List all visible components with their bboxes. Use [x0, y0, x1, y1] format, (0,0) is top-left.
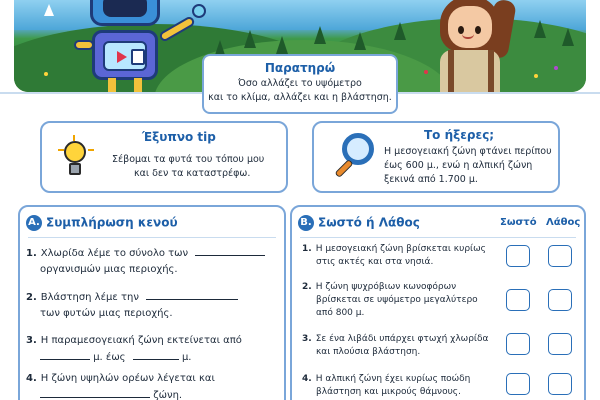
observe-box — [202, 54, 398, 114]
flower-icon — [554, 66, 558, 70]
girl-face — [448, 6, 492, 48]
tree-icon — [562, 28, 574, 46]
answer-blank[interactable] — [195, 245, 265, 256]
observe-line: και το κλίμα, αλλάζει και η βλάστηση. — [208, 92, 392, 103]
observe-title: Παρατηρώ — [264, 61, 336, 75]
eye — [458, 26, 464, 34]
sailboat-icon — [44, 4, 54, 16]
question-item: 2. Βλάστηση λέμε την των φυτών μιας περιοχής. — [26, 289, 284, 322]
question-item: 3. Η παραμεσογειακή ζώνη εκτείνεται από μ. έως μ. — [26, 335, 242, 363]
false-checkbox[interactable] — [548, 333, 572, 355]
did-you-know-card — [312, 121, 560, 193]
robot-mascot — [74, 0, 174, 92]
statement-item: 1. Η μεσογειακή ζώνη βρίσκεται κυρίως στις ακτές και στα νησιά. — [302, 244, 486, 267]
false-checkbox[interactable] — [548, 289, 572, 311]
flower-icon — [44, 72, 48, 76]
tree-icon — [394, 22, 406, 40]
section-badge: A. — [26, 215, 42, 231]
robot-arm — [74, 40, 94, 50]
question-item: 1. Χλωρίδα λέμε το σύνολο των οργανισμών μιας περιοχής. — [26, 245, 284, 278]
know-line: ξεκινά από 1.700 μ. — [384, 174, 478, 185]
answer-blank[interactable] — [40, 349, 90, 360]
section-a-title: Συμπλήρωση κενού — [46, 215, 178, 230]
robot-legs — [108, 78, 142, 92]
tree-icon — [314, 26, 326, 44]
robot-hand — [192, 4, 206, 18]
smart-tip-card — [40, 121, 288, 193]
true-checkbox[interactable] — [506, 373, 530, 395]
backpack-strap — [448, 50, 454, 92]
observe-line: Όσο αλλάζει το υψόμετρο — [238, 78, 362, 89]
flower-icon — [534, 74, 538, 78]
statement-item: 3. Σε ένα λιβάδι υπάρχει φτωχή χλωρίδα και πλούσια βλάστηση. — [302, 334, 489, 357]
tree-icon — [276, 36, 288, 54]
tip-title: Έξυπνο tip — [142, 130, 216, 144]
true-checkbox[interactable] — [506, 289, 530, 311]
robot-head — [90, 0, 160, 26]
section-b-title: Σωστό ή Λάθος — [318, 215, 420, 230]
backpack-strap — [488, 50, 494, 92]
tree-icon — [534, 20, 546, 38]
false-checkbox[interactable] — [548, 373, 572, 395]
statement-item: 2. Η ζώνη ψυχρόβιων κωνοφόρων βρίσκεται σε υψόμετρο μεγαλύτερο από 800 μ. — [302, 282, 478, 318]
section-a-heading — [26, 215, 178, 231]
tip-line: Σέβομαι τα φυτά του τόπου μου — [112, 154, 265, 165]
divider — [300, 237, 576, 238]
flower-icon — [424, 70, 428, 74]
tip-line: και δεν τα καταστρέφω. — [134, 168, 251, 179]
true-checkbox[interactable] — [506, 245, 530, 267]
false-checkbox[interactable] — [548, 245, 572, 267]
true-false-panel — [290, 205, 586, 400]
tree-icon — [244, 30, 256, 48]
section-b-heading — [298, 215, 420, 231]
robot-screen — [103, 41, 147, 71]
column-header-true: Σωστό — [500, 217, 537, 228]
true-checkbox[interactable] — [506, 333, 530, 355]
know-title: Το ήξερες; — [424, 128, 495, 142]
robot-body — [92, 30, 158, 80]
statement-item: 4. Η αλπική ζώνη έχει κυρίως ποώδη βλάστηση και μικρούς θάμνους. — [302, 374, 471, 397]
column-header-false: Λάθος — [546, 217, 581, 228]
section-badge: B. — [298, 215, 314, 231]
answer-blank[interactable] — [40, 387, 150, 398]
know-line: έως 600 μ., ενώ η αλπική ζώνη — [384, 160, 533, 171]
answer-blank[interactable] — [133, 349, 179, 360]
lightbulb-icon — [58, 135, 92, 183]
play-icon — [117, 51, 127, 63]
fill-blank-panel — [18, 205, 286, 400]
divider — [28, 237, 276, 238]
know-line: Η μεσογειακή ζώνη φτάνει περίπου — [384, 146, 552, 157]
question-item: 4. Η ζώνη υψηλών ορέων λέγεται και ζώνη. — [26, 373, 215, 400]
answer-blank[interactable] — [146, 289, 238, 300]
girl-explorer — [430, 0, 520, 92]
book-icon — [131, 49, 145, 65]
magnifier-icon — [332, 131, 384, 187]
eye — [475, 26, 481, 34]
tree-icon — [354, 32, 366, 50]
